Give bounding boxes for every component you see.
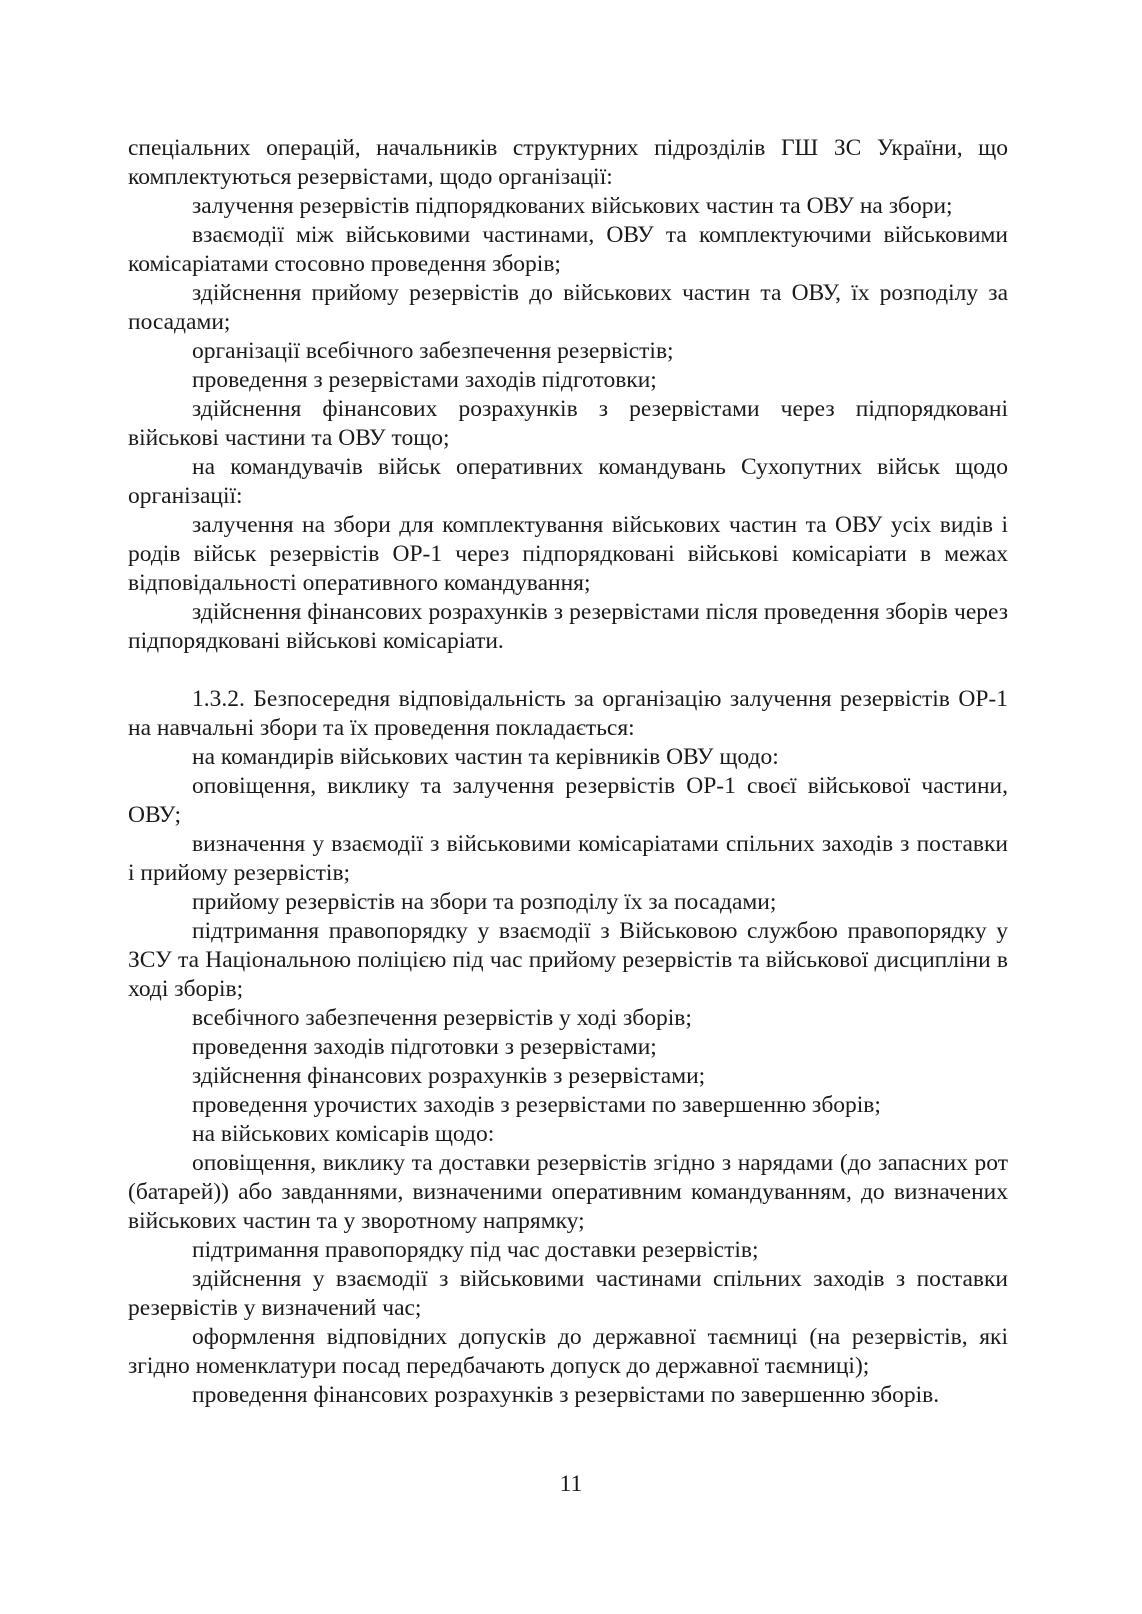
list-heading: на військових комісарів щодо:	[192, 1121, 495, 1147]
list-item: проведення заходів підготовки з резервістами;	[192, 1034, 657, 1060]
list-item: залучення резервістів підпорядкованих військових частин та ОВУ на збори;	[192, 193, 953, 219]
list-heading: на командирів військових частин та керівників ОВУ щодо:	[192, 744, 779, 770]
list-heading: на командувачів військ оперативних командувань Сухопутних військ щодо організації:	[128, 454, 1008, 509]
list-item: оповіщення, виклику та залучення резервістів ОР-1 своєї військової частини, ОВУ;	[128, 773, 1008, 828]
list-item: оповіщення, виклику та доставки резервістів згідно з нарядами (до запасних рот (батарей)) або завданнями, визначеними оперативним командуванням, до визначених військових частин та у зворотному напрямку;	[128, 1150, 1008, 1234]
list-item: здійснення фінансових розрахунків з резервістами;	[192, 1063, 706, 1089]
list-item: проведення урочистих заходів з резервістами по завершенню зборів;	[192, 1092, 881, 1118]
list-item: здійснення прийому резервістів до військових частин та ОВУ, їх розподілу за посадами;	[128, 280, 1008, 335]
section-paragraph-1-3-2: 1.3.2. Безпосередня відповідальність за організацію залучення резервістів ОР-1 на навчальні збори та їх проведення покладається:	[128, 686, 1008, 741]
paragraph-continuation: спеціальних операцій, начальників структурних підрозділів ГШ ЗС України, що комплектуються резервістами, щодо організації:	[128, 135, 1008, 190]
list-item: всебічного забезпечення резервістів у ході зборів;	[192, 1005, 692, 1031]
page-number: 11	[559, 1471, 583, 1497]
list-item: підтримання правопорядку у взаємодії з Військовою службою правопорядку у ЗСУ та Національною поліцією під час прийому резервістів та військової дисципліни в ході зборів;	[128, 918, 1008, 1002]
list-item: взаємодії між військовими частинами, ОВУ та комплектуючими військовими комісаріатами стосовно проведення зборів;	[128, 222, 1008, 277]
list-item: здійснення фінансових розрахунків з резервістами після проведення зборів через підпорядковані військові комісаріати.	[128, 599, 1008, 654]
list-item: проведення фінансових розрахунків з резервістами по завершенню зборів.	[192, 1382, 940, 1408]
list-item: прийому резервістів на збори та розподілу їх за посадами;	[192, 889, 777, 915]
list-item: здійснення фінансових розрахунків з резервістами через підпорядковані військові частини та ОВУ тощо;	[128, 396, 1008, 451]
page-body	[128, 134, 1008, 1410]
list-item: визначення у взаємодії з військовими комісаріатами спільних заходів з поставки і прийому резервістів;	[128, 831, 1008, 886]
list-item: організації всебічного забезпечення резервістів;	[192, 338, 674, 364]
list-item: проведення з резервістами заходів підготовки;	[192, 367, 657, 393]
list-item: підтримання правопорядку під час доставки резервістів;	[192, 1237, 759, 1263]
list-item: оформлення відповідних допусків до державної таємниці (на резервістів, які згідно номенклатури посад передбачають допуск до державної таємниці);	[128, 1324, 1008, 1379]
list-item: залучення на збори для комплектування військових частин та ОВУ усіх видів і родів військ резервістів ОР-1 через підпорядковані військові комісаріати в межах відповідальності оперативного командування;	[128, 512, 1008, 596]
list-item: здійснення у взаємодії з військовими частинами спільних заходів з поставки резервістів у визначений час;	[128, 1266, 1008, 1321]
